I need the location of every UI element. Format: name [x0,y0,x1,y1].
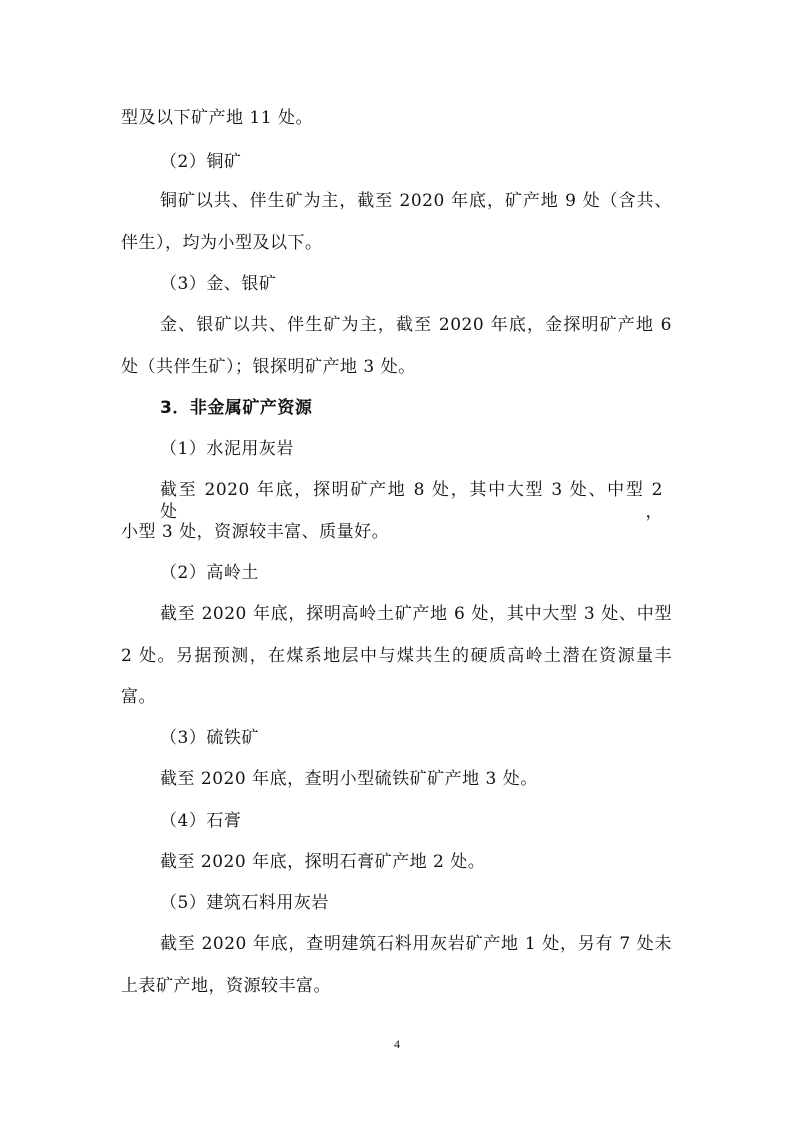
subsection-heading: （4）石膏 [160,811,242,831]
paragraph-line: 小型 3 处，资源较丰富、质量好。 [121,522,390,542]
paragraph-line: 截至 2020 年底，探明石膏矿产地 2 处。 [160,852,486,872]
subsection-heading: （2）铜矿 [160,152,242,172]
subsection-heading: （3）硫铁矿 [160,728,259,748]
page-number: 4 [394,1037,400,1051]
paragraph-line: 截至 2020 年底，探明矿产地 8 处，其中大型 3 处、中型 2 处， [160,480,663,522]
subsection-heading: （2）高岭土 [160,563,259,583]
paragraph-line: 截至 2020 年底，探明高岭土矿产地 6 处，其中大型 3 处、中型 [160,604,672,624]
paragraph-line: 富。 [121,687,156,707]
subsection-heading: （5）建筑石料用灰岩 [160,893,329,913]
subsection-heading: （1）水泥用灰岩 [160,439,294,459]
paragraph-line: 处（共伴生矿）；银探明矿产地 3 处。 [121,357,416,377]
paragraph-line: 金、银矿以共、伴生矿为主，截至 2020 年底，金探明矿产地 6 [160,315,672,335]
paragraph-line: 伴生），均为小型及以下。 [121,233,323,253]
subsection-heading: （3）金、银矿 [160,274,277,294]
paragraph-line: 型及以下矿产地 11 处。 [121,108,313,128]
paragraph-line: 截至 2020 年底，查明小型硫铁矿矿产地 3 处。 [160,769,538,789]
paragraph-line: 上表矿产地，资源较丰富。 [121,976,331,996]
paragraph-line: 铜矿以共、伴生矿为主，截至 2020 年底，矿产地 9 处（含共、 [160,191,672,211]
paragraph-line: 2 处。另据预测，在煤系地层中与煤共生的硬质高岭土潜在资源量丰 [121,646,672,666]
paragraph-line: 截至 2020 年底，查明建筑石料用灰岩矿产地 1 处，另有 7 处未 [160,934,672,954]
section-heading: 3．非金属矿产资源 [160,398,313,418]
